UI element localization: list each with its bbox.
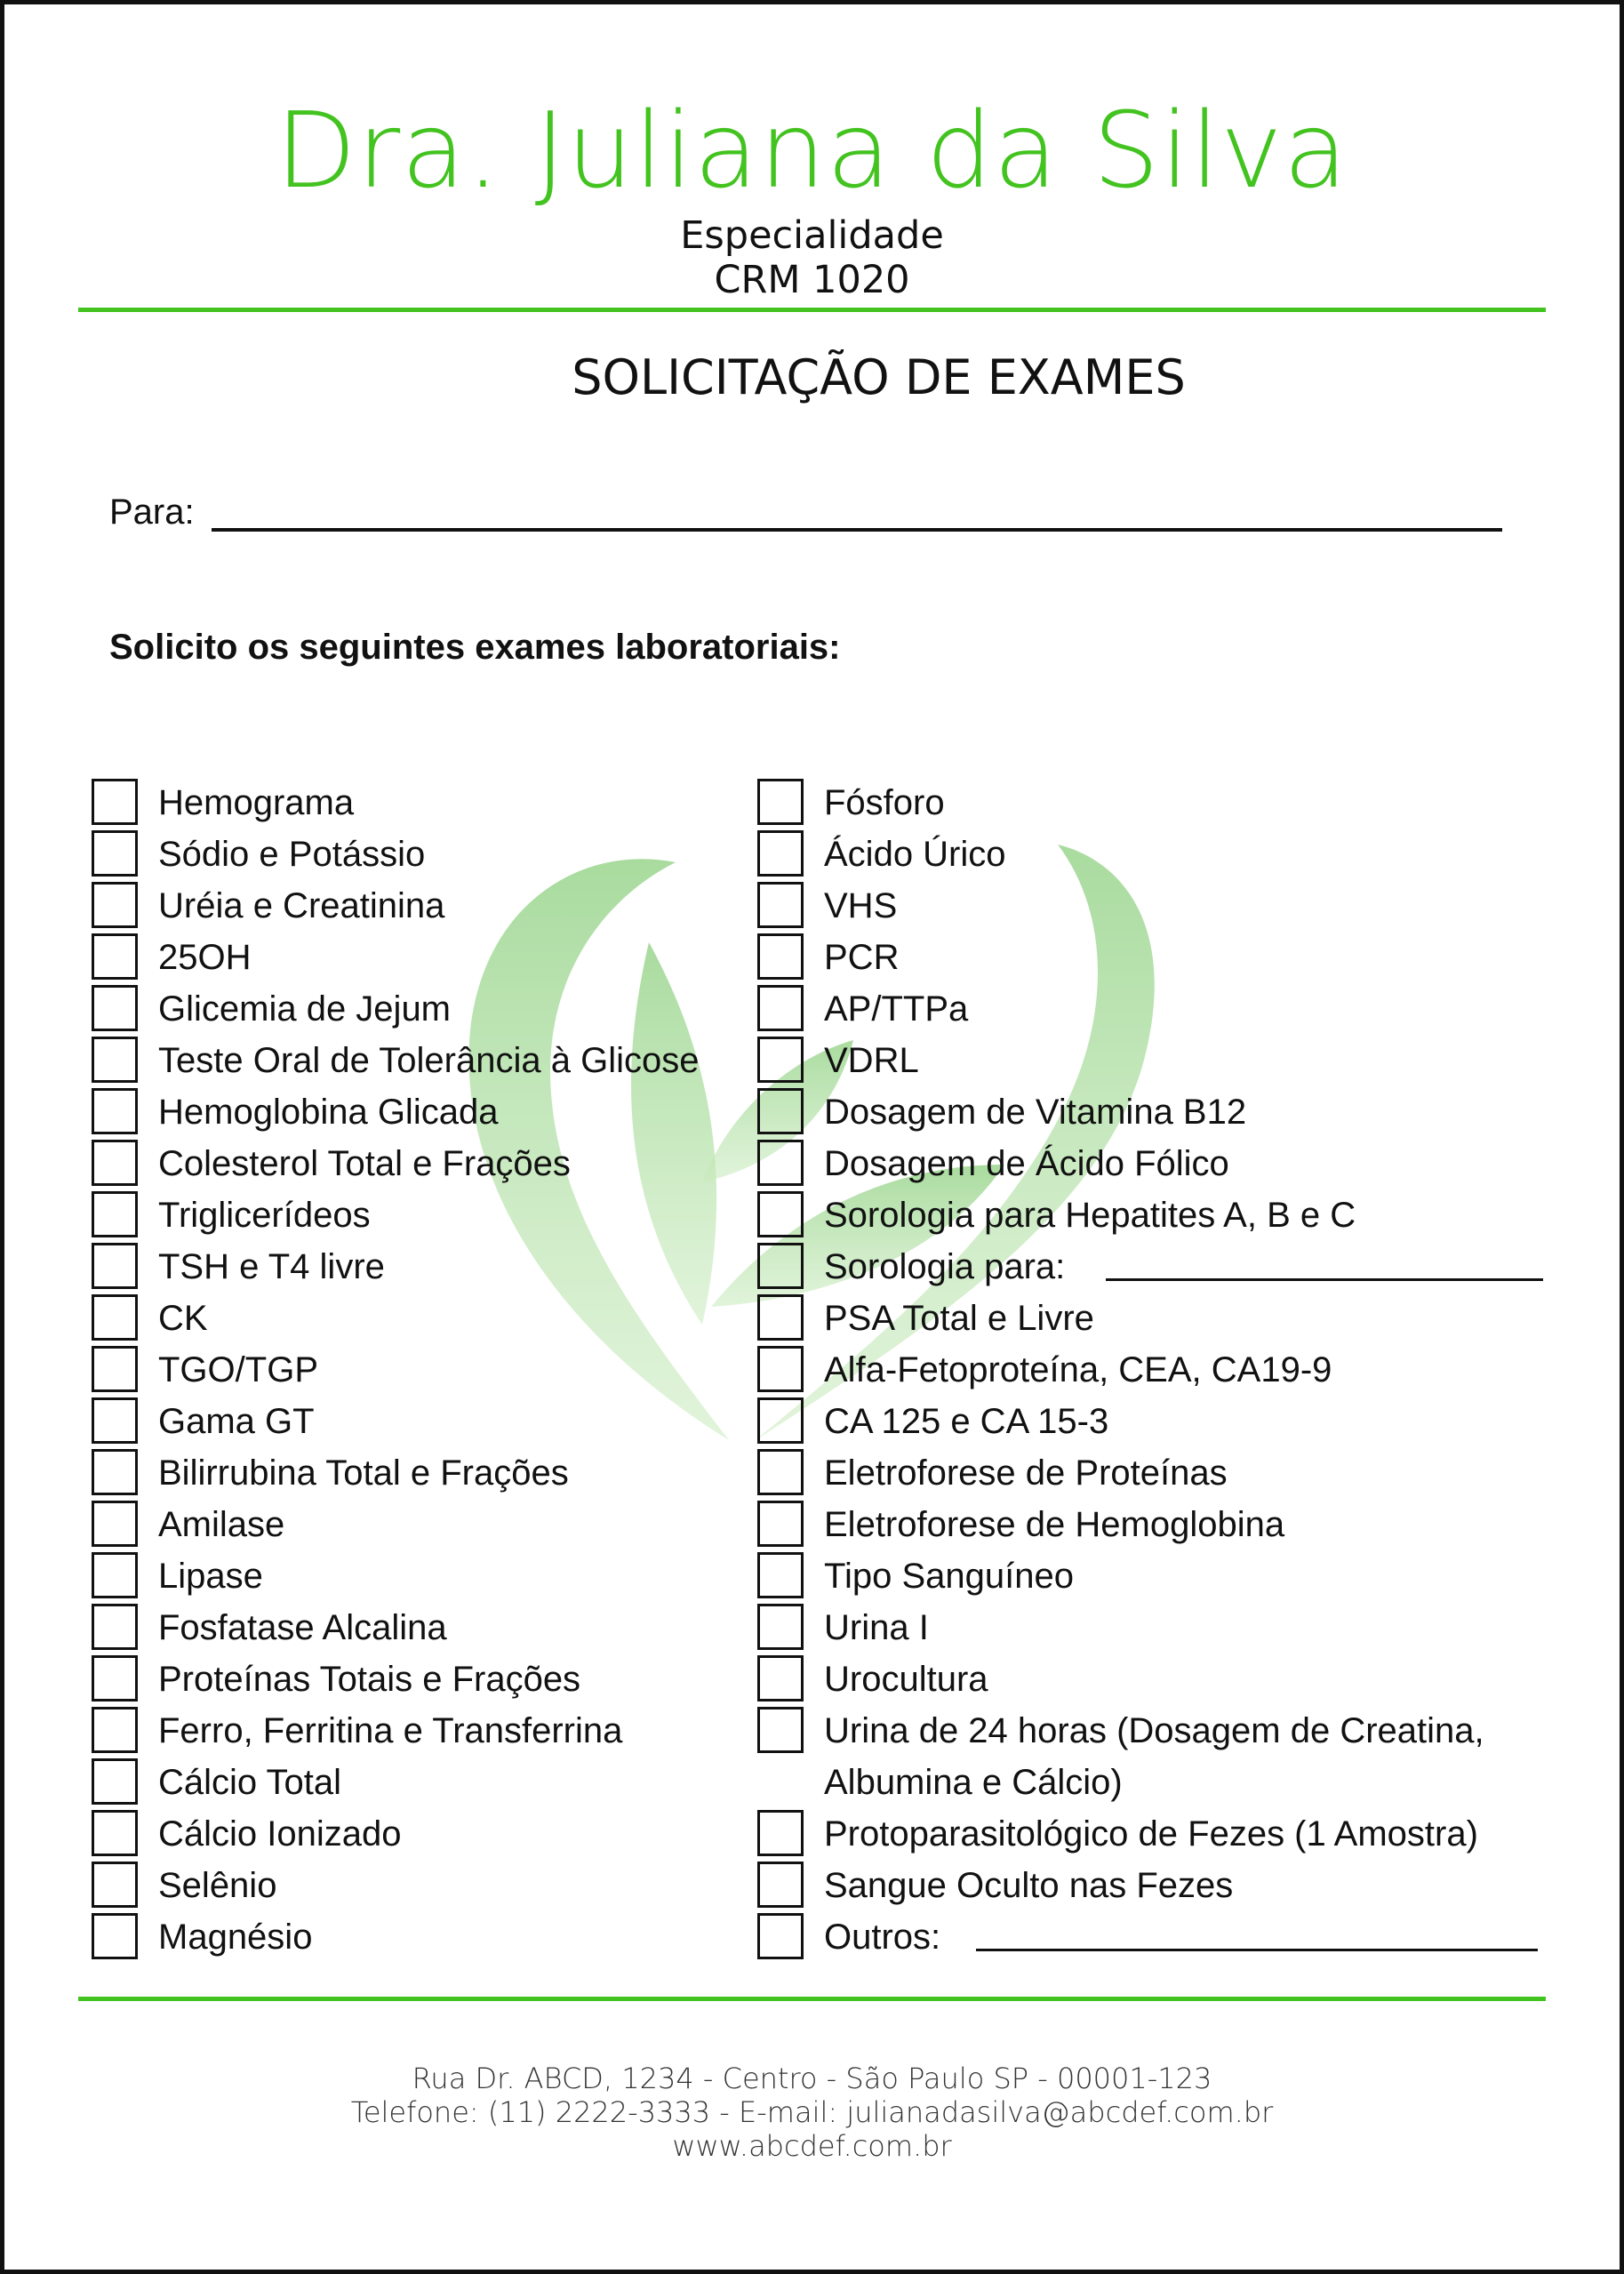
exam-checkbox[interactable]: [92, 1037, 138, 1083]
exam-label: Sorologia para:: [824, 1247, 1066, 1286]
exam-checkbox[interactable]: [92, 1140, 138, 1186]
exam-checkbox[interactable]: [757, 1552, 804, 1598]
exam-checkbox[interactable]: [92, 1294, 138, 1341]
exam-label: Hemoglobina Glicada: [158, 1093, 499, 1132]
exam-label: Eletroforese de Proteínas: [824, 1453, 1228, 1493]
exam-label: Alfa-Fetoproteína, CEA, CA19-9: [824, 1350, 1332, 1389]
exam-label: Lipase: [158, 1557, 263, 1596]
exam-label: Amilase: [158, 1505, 285, 1544]
exam-label: Hemograma: [158, 783, 355, 822]
exam-label: Selênio: [158, 1866, 277, 1905]
exam-checkbox[interactable]: [92, 1552, 138, 1598]
exam-checkbox[interactable]: [757, 1397, 804, 1444]
exam-checkbox[interactable]: [757, 1707, 804, 1753]
exam-label: Outros:: [824, 1918, 941, 1957]
exam-label: Glicemia de Jejum: [158, 989, 452, 1029]
exam-checkbox[interactable]: [757, 1604, 804, 1650]
para-fill-line[interactable]: [212, 528, 1502, 532]
footer-contact: Telefone: (11) 2222-3333 - E-mail: julianadasilva@abcdef.com.br: [350, 2095, 1274, 2129]
exam-label: PSA Total e Livre: [824, 1299, 1094, 1338]
exam-fill-line[interactable]: [976, 1949, 1538, 1951]
exam-checkbox[interactable]: [92, 1862, 138, 1908]
exam-label: CA 125 e CA 15-3: [824, 1402, 1109, 1441]
exam-checkbox[interactable]: [92, 1604, 138, 1650]
header-divider: [78, 308, 1546, 312]
exam-label: Albumina e Cálcio): [824, 1763, 1123, 1802]
exam-label: Ferro, Ferritina e Transferrina: [158, 1711, 623, 1750]
exam-checkbox[interactable]: [757, 1140, 804, 1186]
exam-checkbox[interactable]: [757, 1810, 804, 1856]
exam-label: Bilirrubina Total e Frações: [158, 1453, 569, 1493]
exam-label: Ácido Úrico: [824, 835, 1006, 874]
exam-checkbox[interactable]: [757, 1243, 804, 1289]
exam-checkbox[interactable]: [92, 882, 138, 928]
exam-checkbox[interactable]: [92, 1707, 138, 1753]
exam-checkbox[interactable]: [757, 1191, 804, 1237]
exam-checkbox[interactable]: [757, 933, 804, 980]
exam-checkbox[interactable]: [757, 830, 804, 877]
exam-label: Proteínas Totais e Frações: [158, 1660, 581, 1699]
exam-fill-line[interactable]: [1106, 1278, 1543, 1281]
footer-address: Rua Dr. ABCD, 1234 - Centro - São Paulo SP - 00001-123: [412, 2062, 1212, 2095]
exam-checkbox[interactable]: [757, 779, 804, 825]
exam-checkbox[interactable]: [92, 1243, 138, 1289]
exam-label: Teste Oral de Tolerância à Glicose: [158, 1041, 700, 1080]
exam-label: Cálcio Ionizado: [158, 1814, 402, 1854]
exam-checkbox[interactable]: [757, 1346, 804, 1392]
exam-label: Eletroforese de Hemoglobina: [824, 1505, 1285, 1544]
exam-checkbox[interactable]: [757, 1913, 804, 1959]
exam-label: Urina I: [824, 1608, 929, 1647]
footer-website: www.abcdef.com.br: [672, 2129, 952, 2163]
exam-checkbox[interactable]: [92, 1758, 138, 1805]
exam-checkbox[interactable]: [92, 1449, 138, 1495]
exam-checkbox[interactable]: [92, 985, 138, 1031]
exam-label: Fósforo: [824, 783, 945, 822]
exam-label: 25OH: [158, 938, 252, 977]
exam-checkbox[interactable]: [757, 1501, 804, 1547]
exam-checkbox[interactable]: [92, 1346, 138, 1392]
exam-label: TSH e T4 livre: [158, 1247, 385, 1286]
exam-checkbox[interactable]: [92, 1191, 138, 1237]
crm-number: CRM 1020: [714, 258, 910, 302]
exam-label: Urocultura: [824, 1660, 988, 1699]
exam-label: Dosagem de Vitamina B12: [824, 1093, 1247, 1132]
exam-label: Triglicerídeos: [158, 1196, 371, 1235]
exam-label: Cálcio Total: [158, 1763, 342, 1802]
exam-label: Fosfatase Alcalina: [158, 1608, 447, 1647]
exam-checkbox[interactable]: [92, 1088, 138, 1134]
exam-label: Uréia e Creatinina: [158, 886, 445, 925]
exam-checkbox[interactable]: [757, 985, 804, 1031]
exam-checkbox[interactable]: [92, 1655, 138, 1701]
exam-label: Sódio e Potássio: [158, 835, 426, 874]
doctor-name: Dra. Juliana da Silva: [275, 89, 1349, 212]
exam-label: PCR: [824, 938, 900, 977]
exam-label: Dosagem de Ácido Fólico: [824, 1144, 1229, 1183]
footer-divider: [78, 1997, 1546, 2001]
exam-checkbox[interactable]: [757, 1088, 804, 1134]
exam-checkbox[interactable]: [92, 830, 138, 877]
exam-label: Magnésio: [158, 1918, 313, 1957]
exam-label: AP/TTPa: [824, 989, 969, 1029]
exam-label: Sorologia para Hepatites A, B e C: [824, 1196, 1356, 1235]
exam-checkbox[interactable]: [92, 1501, 138, 1547]
exam-label: Tipo Sanguíneo: [824, 1557, 1074, 1596]
exam-label: Protoparasitológico de Fezes (1 Amostra): [824, 1814, 1478, 1854]
specialty: Especialidade: [680, 213, 944, 258]
instruction-heading: Solicito os seguintes exames laboratoriais:: [109, 628, 841, 667]
exam-checkbox[interactable]: [757, 1037, 804, 1083]
exam-label: Gama GT: [158, 1402, 315, 1441]
exam-checkbox[interactable]: [757, 882, 804, 928]
exam-checkbox[interactable]: [92, 1810, 138, 1856]
exam-label: CK: [158, 1299, 208, 1338]
exam-checkbox[interactable]: [92, 1913, 138, 1959]
exam-checkbox[interactable]: [757, 1449, 804, 1495]
exam-label: TGO/TGP: [158, 1350, 318, 1389]
exam-label: VHS: [824, 886, 898, 925]
exam-checkbox[interactable]: [92, 779, 138, 825]
exam-checkbox[interactable]: [92, 933, 138, 980]
exam-checkbox[interactable]: [92, 1397, 138, 1444]
exam-label: Colesterol Total e Frações: [158, 1144, 571, 1183]
exam-label: VDRL: [824, 1041, 919, 1080]
exam-label: Urina de 24 horas (Dosagem de Creatina,: [824, 1711, 1484, 1750]
exam-checkbox[interactable]: [757, 1862, 804, 1908]
exam-checkbox[interactable]: [757, 1294, 804, 1341]
form-title: SOLICITAÇÃO DE EXAMES: [572, 349, 1186, 405]
exam-checkbox[interactable]: [757, 1655, 804, 1701]
exam-label: Sangue Oculto nas Fezes: [824, 1866, 1234, 1905]
para-label: Para:: [109, 492, 195, 532]
